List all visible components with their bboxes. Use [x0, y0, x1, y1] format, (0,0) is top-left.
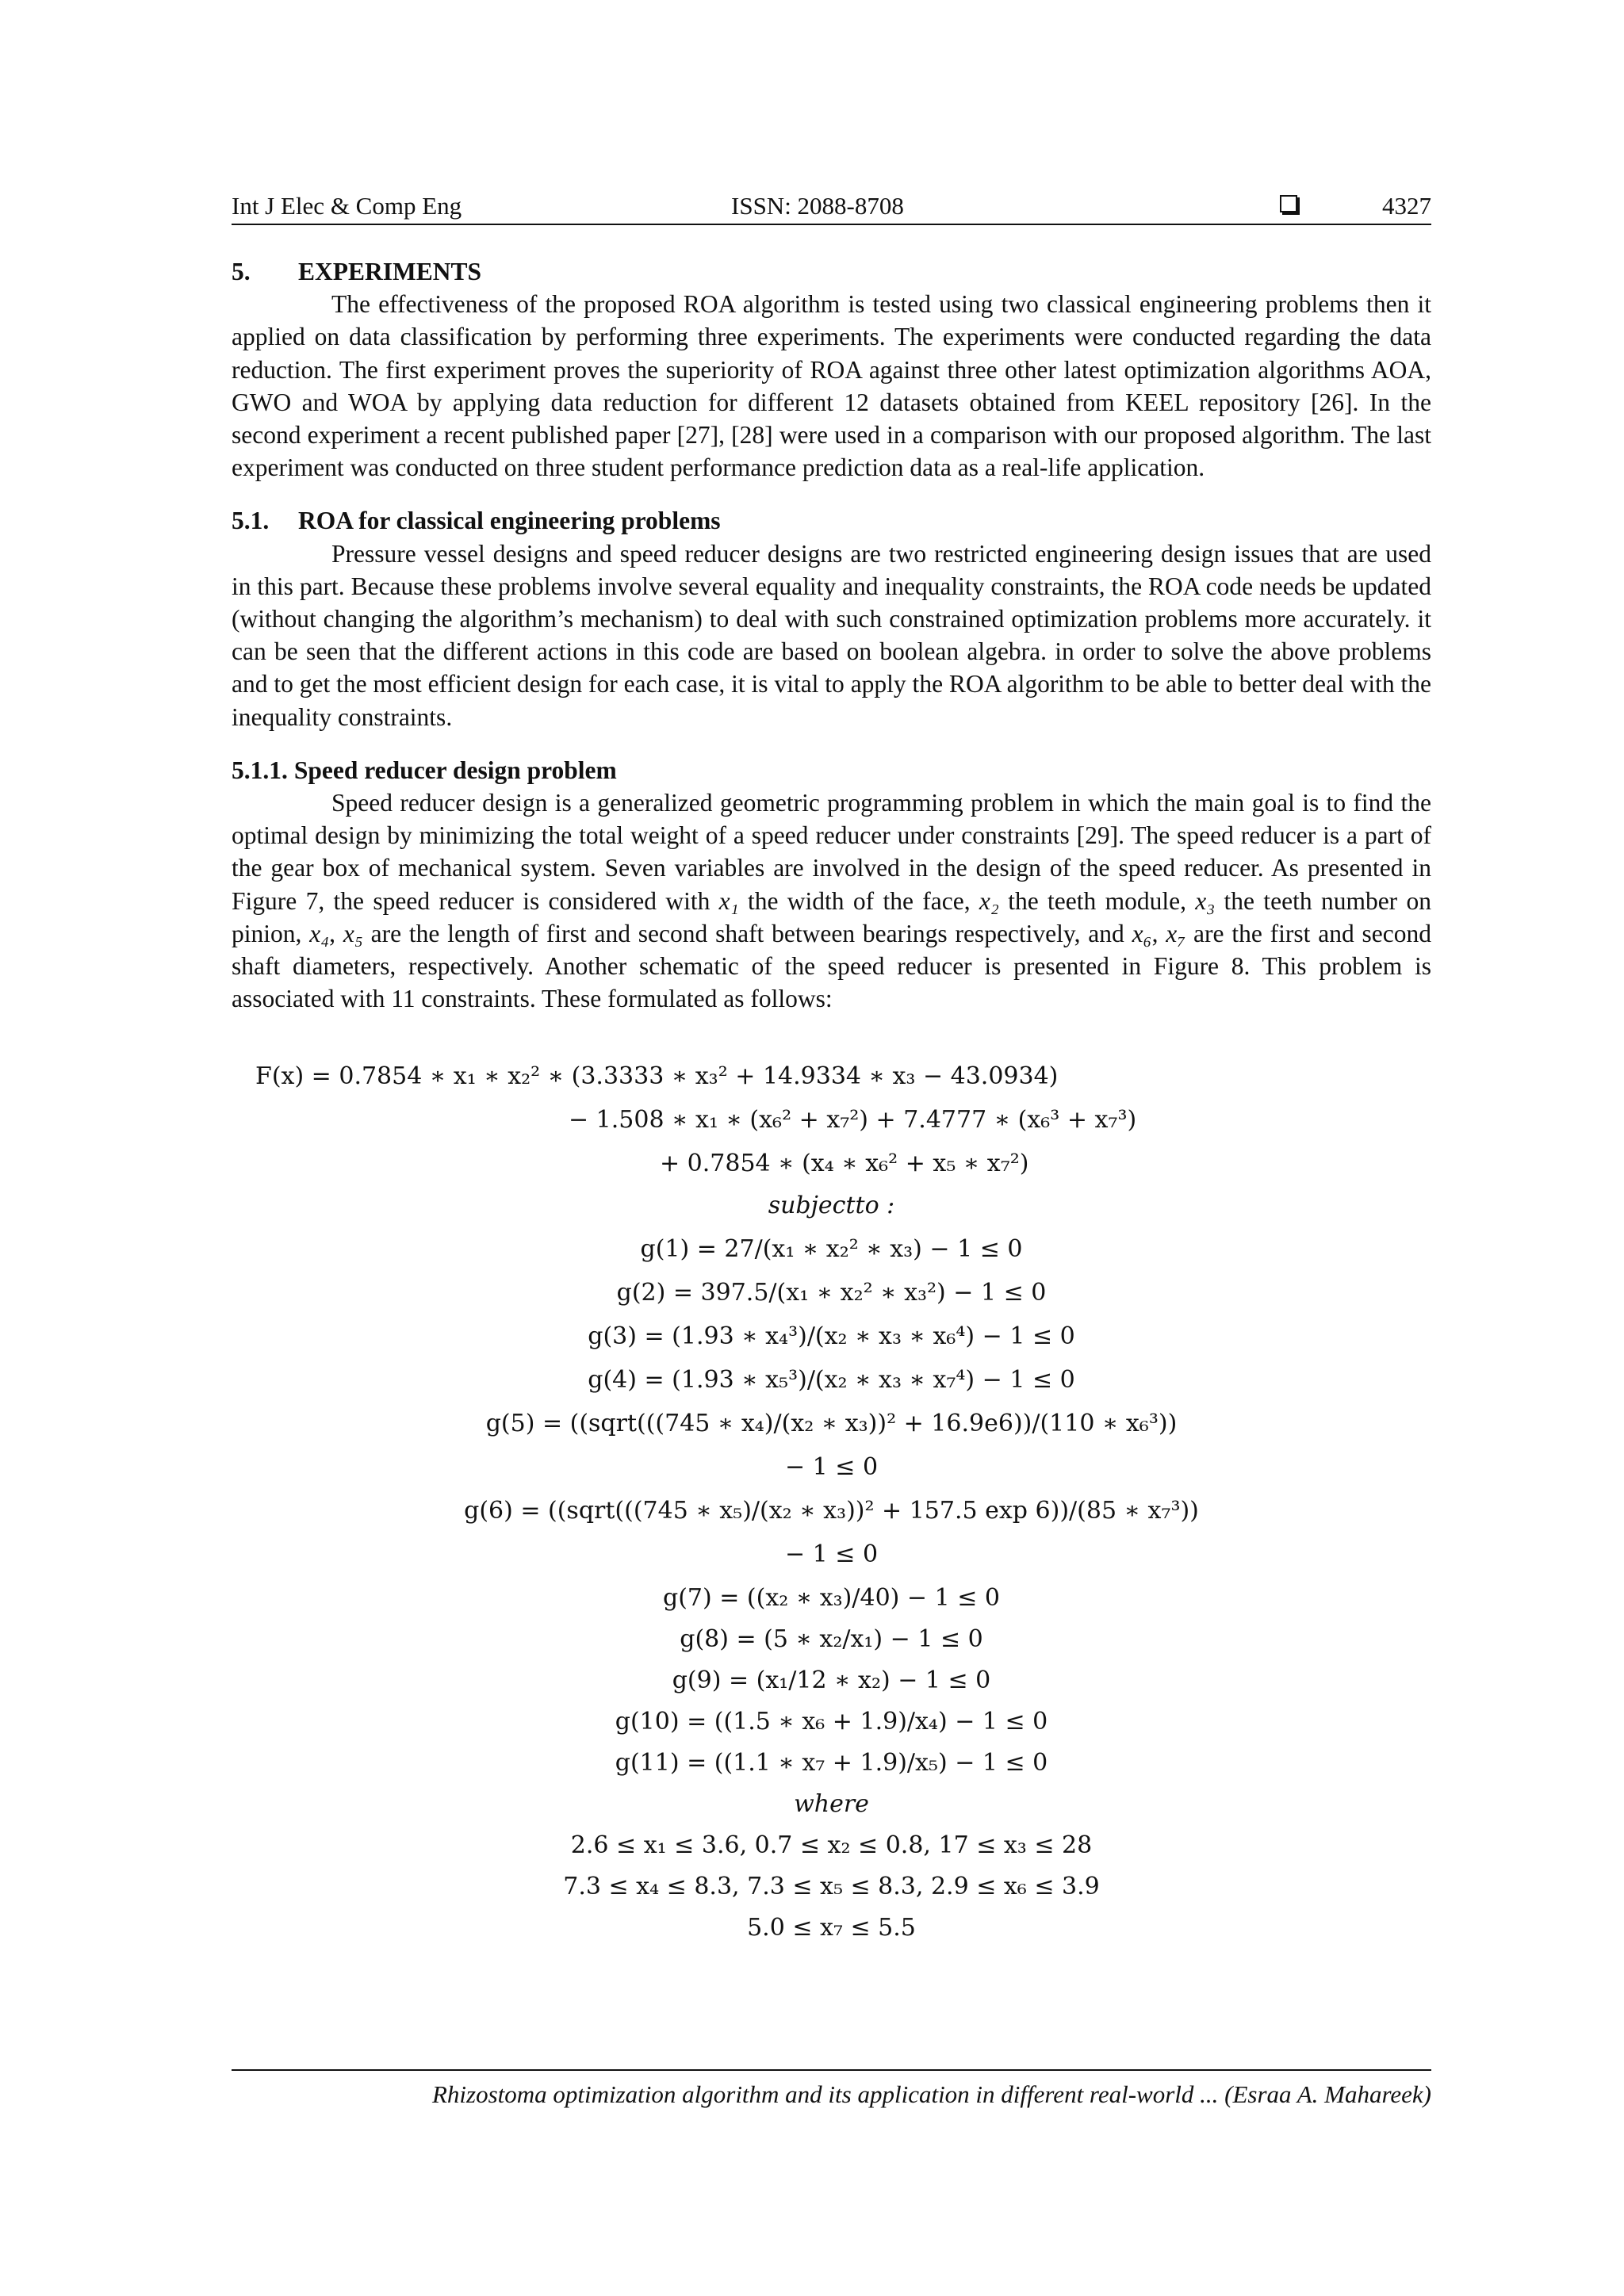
objective-line-3: + 0.7854 ∗ (x₄ ∗ x₆² + x₅ ∗ x₇²) [660, 1150, 1029, 1177]
constraint-g6-cont: − 1 ≤ 0 [784, 1540, 879, 1568]
issn: ISSN: 2088-8708 [731, 192, 904, 220]
constraint-g11: g(11) = ((1.1 ∗ x₇ + 1.9)/x₅) − 1 ≤ 0 [615, 1749, 1048, 1777]
section-heading-5: 5. EXPERIMENTS [232, 258, 482, 285]
page-footer: Rhizostoma optimization algorithm and its application in different real-world ... (Esraa A. Mahareek) [431, 2080, 1431, 2108]
section-5-paragraph: The effectiveness of the proposed ROA algorithm is tested using two classical engineering problems then it applied on data classification by performing three experiments. The experiments were conducted regarding the data reduction. The first experiment proves the superiority of ROA against three other latest optimization algorithms AOA, GWO and WOA by applying data reduction for different 12 datasets obtained from KEEL repository [26]. In the second experiment a recent published paper [27], [28] were used in a comparison with our proposed algorithm. The last experiment was conducted on three student performance prediction data as a real-life application. [232, 290, 1431, 482]
bounds-line-1: 2.6 ≤ x₁ ≤ 3.6, 0.7 ≤ x₂ ≤ 0.8, 17 ≤ x₃ ≤ 28 [570, 1831, 1093, 1859]
page-number: 4327 [1382, 192, 1431, 220]
constraint-g6: g(6) = ((sqrt(((745 ∗ x₅)/(x₂ ∗ x₃))² + 157.5 exp 6))/(85 ∗ x₇³)) [464, 1497, 1199, 1525]
section-heading-5-1: 5.1. ROA for classical engineering problems [232, 507, 721, 535]
constraint-g5-cont: − 1 ≤ 0 [784, 1453, 879, 1481]
objective-line-2: − 1.508 ∗ x₁ ∗ (x₆² + x₇²) + 7.4777 ∗ (x₆³ + x₇³) [569, 1106, 1137, 1134]
constraint-g4: g(4) = (1.93 ∗ x₅³)/(x₂ ∗ x₃ ∗ x₇⁴) − 1 ≤ 0 [588, 1366, 1075, 1394]
where-label: where [794, 1790, 869, 1818]
constraint-g3: g(3) = (1.93 ∗ x₄³)/(x₂ ∗ x₃ ∗ x₆⁴) − 1 ≤ 0 [588, 1322, 1075, 1350]
bounds-line-3: 5.0 ≤ x₇ ≤ 5.5 [747, 1914, 916, 1942]
body-text [232, 255, 1431, 1015]
objective-line-1: F(x) = 0.7854 ∗ x₁ ∗ x₂² ∗ (3.3333 ∗ x₃² + 14.9334 ∗ x₃ − 43.0934) [255, 1062, 1059, 1090]
subject-to-label: subjectto : [768, 1192, 895, 1219]
constraint-g1: g(1) = 27/(x₁ ∗ x₂² ∗ x₃) − 1 ≤ 0 [640, 1235, 1023, 1263]
constraint-g5: g(5) = ((sqrt(((745 ∗ x₄)/(x₂ ∗ x₃))² + 16.9e6))/(110 ∗ x₆³)) [485, 1410, 1178, 1437]
section-5-1-paragraph: Pressure vessel designs and speed reducer designs are two restricted engineering design issues that are used in this part. Because these problems involve several equality and inequality constraints, the ROA code needs be updated (without changing the algorithm’s mechanism) to deal with such constrained optimization problems more accurately. it can be seen that the different actions in this code are based on boolean algebra. in order to solve the above problems and to get the most efficient design for each case, it is vital to apply the ROA algorithm to be able to better deal with the inequality constraints. [232, 539, 1431, 731]
journal-name: Int J Elec & Comp Eng [232, 192, 462, 220]
constraint-g2: g(2) = 397.5/(x₁ ∗ x₂² ∗ x₃²) − 1 ≤ 0 [616, 1279, 1047, 1307]
constraint-g7: g(7) = ((x₂ ∗ x₃)/40) − 1 ≤ 0 [663, 1584, 1000, 1612]
constraint-g8: g(8) = (5 ∗ x₂/x₁) − 1 ≤ 0 [680, 1625, 983, 1653]
constraint-g9: g(9) = (x₁/12 ∗ x₂) − 1 ≤ 0 [672, 1667, 991, 1694]
box-icon [1280, 195, 1297, 212]
page-header [232, 189, 1431, 225]
constraint-g10: g(10) = ((1.5 ∗ x₆ + 1.9)/x₄) − 1 ≤ 0 [615, 1708, 1048, 1735]
bounds-line-2: 7.3 ≤ x₄ ≤ 8.3, 7.3 ≤ x₅ ≤ 8.3, 2.9 ≤ x₆ ≤ 3.9 [563, 1873, 1100, 1900]
footer-rule [232, 2069, 1431, 2071]
section-heading-5-1-1: 5.1.1. Speed reducer design problem [232, 756, 617, 784]
section-5-1-1-paragraph: Speed reducer design is a generalized geometric programming problem in which the main goal is to find the optimal design by minimizing the total weight of a speed reducer under constraints [29]. The speed reducer is a part of the gear box of mechanical system. Seven variables are involved in the design of the speed reducer. As presented in Figure 7, the speed reducer is considered with x₁ the width of the face, x₂ the teeth module, x₃ the teeth number on pinion, x₄, x₅ are the length of first and second shaft between bearings respectively, and x₆, x₇ are the first and second shaft diameters, respectively. Another schematic of the speed reducer is presented in Figure 8. This problem is associated with 11 constraints. These formulated as follows: [232, 789, 1432, 1013]
